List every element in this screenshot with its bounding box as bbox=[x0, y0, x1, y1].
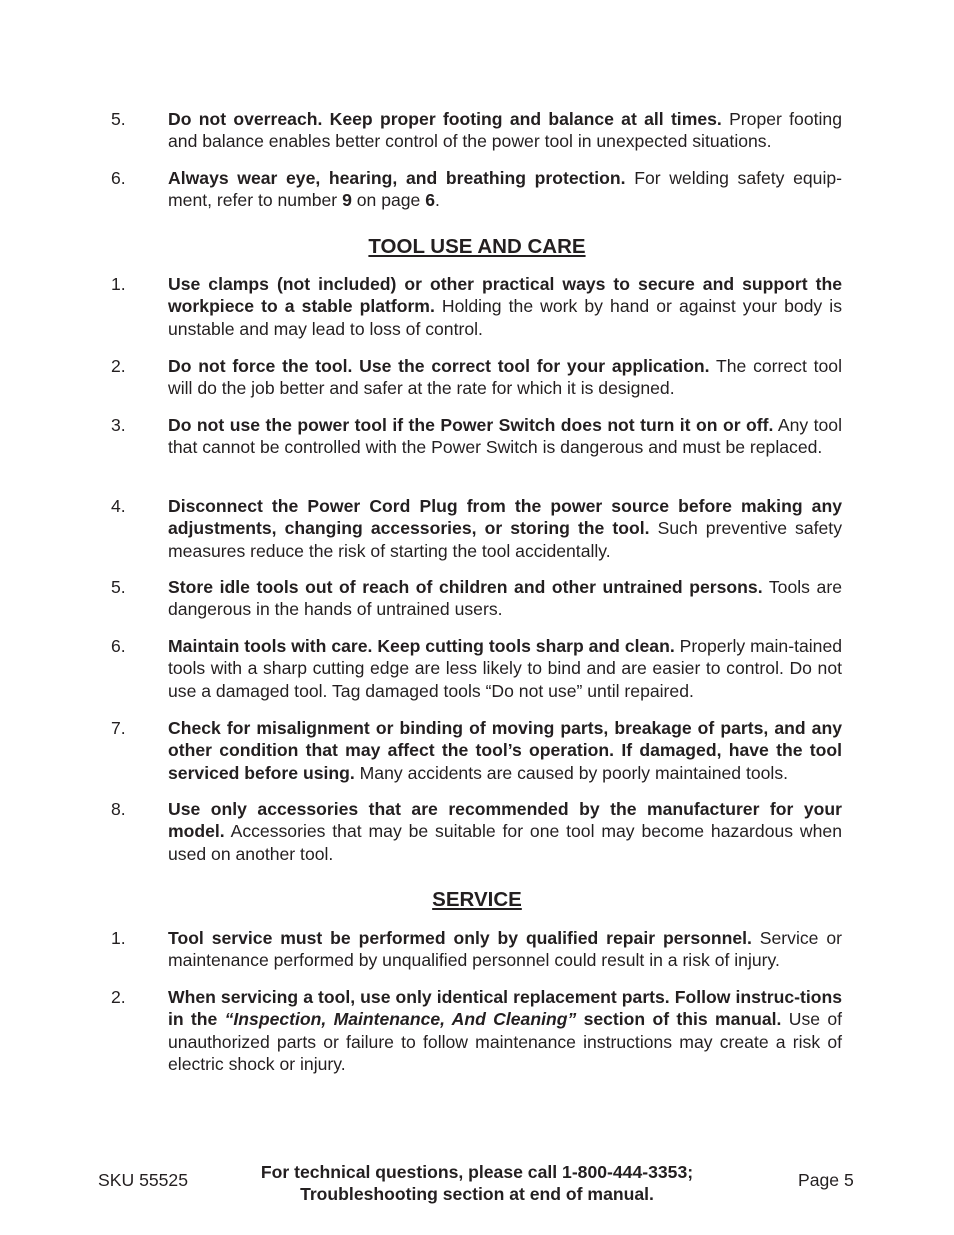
item-text bbox=[168, 414, 842, 459]
item-bold-text: Do not use the power tool if the Power Switch does not turn it on or off. bbox=[168, 415, 774, 435]
footer-sku: SKU 55525 bbox=[98, 1170, 188, 1190]
item-bold-text: Always wear eye, hearing, and breathing protection. bbox=[168, 168, 626, 188]
item-number: 2. bbox=[111, 356, 126, 376]
item-text bbox=[168, 717, 842, 784]
reference-page: 6 bbox=[425, 190, 436, 211]
section-heading-service: SERVICE bbox=[432, 888, 522, 911]
item-number: 3. bbox=[111, 415, 126, 435]
item-bold-text: When servicing a tool, use only identical replacement parts. Follow instruc-tions in the bbox=[168, 987, 842, 1030]
item-number: 7. bbox=[111, 718, 126, 738]
item-text bbox=[168, 635, 842, 702]
item-body-text: Service or maintenance performed by unqualified personnel could result in a risk of injury. bbox=[168, 928, 842, 971]
item-text bbox=[168, 986, 842, 1076]
item-body-text: Proper footing and balance enables better control of the power tool in unexpected situations. bbox=[168, 109, 842, 152]
item-bold-text: Check for misalignment or binding of moving parts, breakage of parts, and any other condition that may affect the tool’s operation. If damaged, have the tool serviced before using. bbox=[168, 718, 842, 783]
item-number: 8. bbox=[111, 799, 126, 819]
item-number: 1. bbox=[111, 274, 126, 294]
item-bold-text: Use clamps (not included) or other practical ways to secure and support the workpiece to a stable platform. bbox=[168, 274, 842, 317]
item-bold-text: Tool service must be performed only by qualified repair personnel. bbox=[168, 928, 752, 948]
manual-section-reference: “Inspection, Maintenance, And Cleaning” bbox=[224, 1009, 577, 1030]
item-body-text: Any tool that cannot be controlled with the Power Switch is dangerous and must be replaced. bbox=[168, 415, 842, 458]
item-bold-text: Disconnect the Power Cord Plug from the power source before making any adjustments, changing accessories, or storing the tool. bbox=[168, 496, 842, 539]
item-number: 1. bbox=[111, 928, 126, 948]
item-body-text: Properly main-tained tools with a sharp cutting edge are less likely to bind and are easier to control. Do not use a damaged tool. Tag damaged tools “Do not use” until repaired. bbox=[168, 636, 843, 701]
item-body-text: The correct tool will do the job better and safer at the rate for which it is designed. bbox=[168, 356, 842, 399]
reference-number: 9 bbox=[342, 190, 352, 211]
item-number: 6. bbox=[111, 168, 126, 188]
item-number: 5. bbox=[111, 109, 126, 129]
footer-support-note bbox=[227, 1161, 727, 1206]
section-heading-tool-use: TOOL USE AND CARE bbox=[368, 235, 586, 258]
item-body-text: Accessories that may be suitable for one tool may become hazardous when used on another tool. bbox=[168, 821, 842, 864]
item-bold-text: Store idle tools out of reach of children and other untrained persons. bbox=[168, 577, 763, 597]
item-body-text: Use of unauthorized parts or failure to follow maintenance instructions may create a risk of electric shock or injury. bbox=[168, 1009, 842, 1075]
item-body-text: Many accidents are caused by poorly maintained tools. bbox=[354, 762, 789, 783]
item-number: 4. bbox=[111, 496, 126, 516]
item-text bbox=[168, 495, 842, 562]
item-text bbox=[168, 108, 842, 153]
item-text bbox=[168, 927, 842, 972]
item-bold-text: Do not overreach. Keep proper footing and balance at all times. bbox=[168, 109, 722, 129]
item-text bbox=[168, 167, 842, 212]
item-text bbox=[168, 798, 842, 865]
item-bold-text: Do not force the tool. Use the correct tool for your application. bbox=[168, 356, 710, 376]
item-body-text: For welding safety equip-ment, refer to number bbox=[168, 168, 843, 211]
footer-support-line: For technical questions, please call 1-800-444-3353; bbox=[260, 1162, 694, 1182]
item-body-text: Tools are dangerous in the hands of untrained users. bbox=[168, 577, 842, 620]
item-text bbox=[168, 576, 842, 621]
item-body-text: on page bbox=[351, 190, 426, 211]
item-body-text: . bbox=[435, 190, 440, 211]
item-number: 5. bbox=[111, 577, 126, 597]
item-body-text: Such preventive safety measures reduce the risk of starting the tool accidentally. bbox=[168, 518, 842, 561]
footer-support-line: Troubleshooting section at end of manual. bbox=[300, 1184, 654, 1205]
item-bold-text: Use only accessories that are recommended by the manufacturer for your model. bbox=[168, 799, 842, 842]
item-number: 6. bbox=[111, 636, 126, 656]
item-text bbox=[168, 273, 842, 340]
item-bold-text: section of this manual. bbox=[576, 1009, 782, 1030]
item-bold-text: Maintain tools with care. Keep cutting tools sharp and clean. bbox=[168, 636, 675, 656]
item-text bbox=[168, 355, 842, 400]
item-body-text: Holding the work by hand or against your body is unstable and may lead to loss of control. bbox=[168, 296, 843, 339]
item-number: 2. bbox=[111, 987, 126, 1007]
footer-page-number: Page 5 bbox=[798, 1170, 854, 1190]
